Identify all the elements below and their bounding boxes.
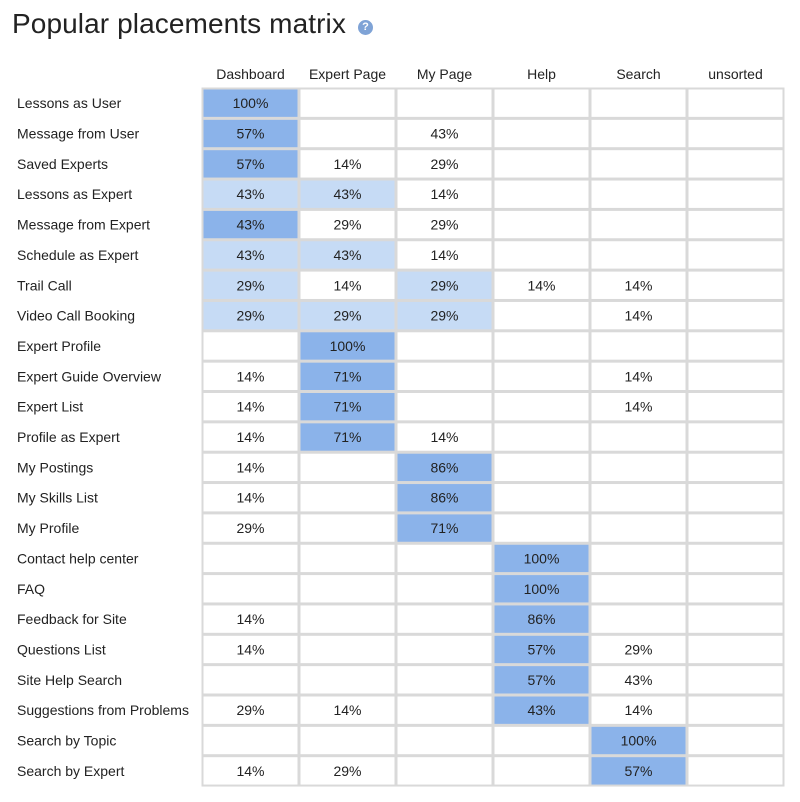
matrix-cell	[397, 726, 493, 755]
row-label: Lessons as Expert	[17, 186, 133, 203]
cell-value: 100%	[620, 732, 657, 749]
matrix-cell	[591, 422, 687, 451]
cell-value: 14%	[624, 277, 653, 294]
cell-value: 29%	[430, 155, 459, 172]
matrix-cell	[688, 604, 784, 633]
question-circle-icon[interactable]: ?	[358, 20, 373, 35]
cell-value: 43%	[430, 125, 459, 142]
cell-value: 57%	[527, 671, 556, 688]
matrix-cell	[591, 483, 687, 512]
cell-value: 43%	[333, 246, 362, 263]
matrix-cell	[203, 726, 299, 755]
matrix-cell	[688, 665, 784, 694]
matrix-cell	[688, 271, 784, 300]
matrix-cell	[591, 240, 687, 269]
matrix-cell	[300, 89, 396, 118]
matrix-cell	[494, 89, 590, 118]
matrix-cell	[494, 483, 590, 512]
cell-value: 86%	[430, 459, 459, 476]
cell-value: 29%	[236, 307, 265, 324]
row-label: Profile as Expert	[17, 429, 120, 446]
row-label: Contact help center	[17, 550, 139, 567]
matrix-cell	[688, 240, 784, 269]
column-header: Dashboard	[216, 66, 285, 82]
matrix-cell	[591, 331, 687, 360]
cell-value: 14%	[624, 368, 653, 385]
cell-value: 29%	[236, 277, 265, 294]
matrix-cell	[688, 756, 784, 785]
matrix-cell	[397, 392, 493, 421]
cell-value: 14%	[430, 246, 459, 263]
cell-value: 14%	[236, 459, 265, 476]
row-label: Lessons as User	[17, 95, 122, 112]
matrix-cell	[300, 544, 396, 573]
row-label: Expert List	[17, 398, 84, 415]
cell-value: 86%	[527, 611, 556, 628]
matrix-cell	[203, 544, 299, 573]
row-label: My Skills List	[17, 489, 98, 506]
cell-value: 14%	[430, 429, 459, 446]
cell-value: 14%	[236, 429, 265, 446]
matrix-cell	[203, 574, 299, 603]
cell-value: 43%	[527, 702, 556, 719]
matrix-cell	[397, 635, 493, 664]
matrix-cell	[397, 331, 493, 360]
column-header: Expert Page	[308, 66, 387, 82]
cell-value: 14%	[624, 702, 653, 719]
cell-value: 100%	[329, 337, 366, 354]
matrix-cell	[397, 544, 493, 573]
row-label: Questions List	[17, 641, 106, 658]
matrix-cell	[397, 574, 493, 603]
cell-value: 43%	[236, 216, 265, 233]
matrix-cell	[494, 210, 590, 239]
matrix-cell	[300, 119, 396, 148]
matrix-cell	[688, 301, 784, 330]
cell-value: 43%	[624, 671, 653, 688]
matrix-cell	[494, 119, 590, 148]
cell-value: 14%	[430, 186, 459, 203]
cell-value: 29%	[430, 277, 459, 294]
matrix-cell	[688, 180, 784, 209]
matrix-cell	[300, 453, 396, 482]
matrix-cell	[494, 422, 590, 451]
matrix-cell	[688, 422, 784, 451]
matrix-cell	[397, 89, 493, 118]
matrix-cell	[591, 119, 687, 148]
cell-value: 43%	[236, 186, 265, 203]
row-label: My Profile	[17, 520, 80, 537]
matrix-cell	[688, 726, 784, 755]
matrix-cell	[591, 453, 687, 482]
matrix-cell	[591, 89, 687, 118]
matrix-cell	[591, 149, 687, 178]
matrix-cell	[203, 331, 299, 360]
cell-value: 14%	[236, 611, 265, 628]
row-label: Expert Profile	[17, 337, 102, 354]
cell-value: 71%	[333, 368, 362, 385]
cell-value: 29%	[430, 216, 459, 233]
cell-value: 14%	[527, 277, 556, 294]
cell-value: 14%	[236, 398, 265, 415]
row-label: My Postings	[17, 459, 94, 476]
row-label: Expert Guide Overview	[17, 368, 161, 385]
row-label: Video Call Booking	[17, 307, 136, 324]
matrix-cell	[591, 604, 687, 633]
cell-value: 14%	[236, 368, 265, 385]
matrix-cell	[494, 301, 590, 330]
cell-value: 14%	[236, 489, 265, 506]
cell-value: 29%	[430, 307, 459, 324]
matrix-cell	[494, 180, 590, 209]
row-label: Search by Expert	[17, 762, 125, 779]
matrix-cell	[688, 119, 784, 148]
matrix-cell	[300, 513, 396, 542]
matrix-cell	[591, 574, 687, 603]
matrix-cell	[300, 574, 396, 603]
cell-value: 71%	[430, 520, 459, 537]
matrix-cell	[688, 210, 784, 239]
cell-value: 14%	[333, 277, 362, 294]
matrix-cell	[397, 362, 493, 391]
matrix-cell	[591, 180, 687, 209]
matrix-cell	[494, 149, 590, 178]
matrix-cell	[688, 544, 784, 573]
matrix-cell	[397, 756, 493, 785]
matrix-cell	[300, 726, 396, 755]
matrix-cell	[397, 696, 493, 725]
column-header: My Page	[416, 66, 473, 82]
cell-value: 14%	[236, 641, 265, 658]
row-label: Suggestions from Problems	[17, 702, 189, 719]
column-header: Help	[527, 66, 556, 82]
matrix-cell	[300, 483, 396, 512]
cell-value: 29%	[333, 216, 362, 233]
row-label: Search by Topic	[17, 732, 117, 749]
cell-value: 71%	[333, 429, 362, 446]
matrix-cell	[494, 726, 590, 755]
matrix-cell	[494, 756, 590, 785]
matrix-cell	[688, 635, 784, 664]
cell-value: 29%	[333, 762, 362, 779]
matrix-cell	[300, 604, 396, 633]
matrix-cell	[494, 362, 590, 391]
matrix-cell	[688, 574, 784, 603]
row-label: Feedback for Site	[17, 611, 127, 628]
cell-value: 100%	[523, 550, 560, 567]
matrix-cell	[688, 453, 784, 482]
placements-matrix	[0, 58, 800, 802]
cell-value: 86%	[430, 489, 459, 506]
cell-value: 29%	[236, 520, 265, 537]
row-label: Message from User	[17, 125, 140, 142]
matrix-cell	[494, 331, 590, 360]
matrix-cell	[688, 513, 784, 542]
row-label: Trail Call	[17, 277, 72, 294]
cell-value: 29%	[624, 641, 653, 658]
cell-value: 57%	[236, 155, 265, 172]
cell-value: 14%	[333, 155, 362, 172]
cell-value: 71%	[333, 398, 362, 415]
matrix-cell	[688, 331, 784, 360]
cell-value: 14%	[624, 307, 653, 324]
cell-value: 100%	[523, 580, 560, 597]
matrix-cell	[300, 635, 396, 664]
row-label: Schedule as Expert	[17, 246, 139, 263]
matrix-cell	[688, 696, 784, 725]
cell-value: 29%	[236, 702, 265, 719]
cell-value: 43%	[236, 246, 265, 263]
cell-value: 14%	[624, 398, 653, 415]
column-header: Search	[616, 66, 661, 82]
cell-value: 57%	[527, 641, 556, 658]
matrix-cell	[203, 665, 299, 694]
matrix-cell	[591, 513, 687, 542]
page-title: Popular placements matrix	[12, 8, 346, 39]
cell-value: 57%	[624, 762, 653, 779]
matrix-cell	[688, 149, 784, 178]
matrix-cell	[688, 362, 784, 391]
matrix-cell	[494, 453, 590, 482]
row-label: Message from Expert	[17, 216, 151, 233]
matrix-cell	[494, 240, 590, 269]
cell-value: 43%	[333, 186, 362, 203]
matrix-cell	[591, 544, 687, 573]
cell-value: 29%	[333, 307, 362, 324]
cell-value: 57%	[236, 125, 265, 142]
row-label: Saved Experts	[17, 155, 109, 172]
column-header: unsorted	[708, 66, 763, 82]
matrix-cell	[688, 89, 784, 118]
cell-value: 14%	[236, 762, 265, 779]
matrix-cell	[300, 665, 396, 694]
row-label: FAQ	[17, 580, 46, 597]
matrix-cell	[397, 604, 493, 633]
cell-value: 14%	[333, 702, 362, 719]
matrix-cell	[397, 665, 493, 694]
cell-value: 100%	[232, 95, 269, 112]
row-label: Site Help Search	[17, 671, 123, 688]
matrix-cell	[688, 483, 784, 512]
title-row	[12, 4, 373, 44]
matrix-cell	[494, 513, 590, 542]
matrix-cell	[591, 210, 687, 239]
matrix-cell	[688, 392, 784, 421]
matrix-cell	[494, 392, 590, 421]
